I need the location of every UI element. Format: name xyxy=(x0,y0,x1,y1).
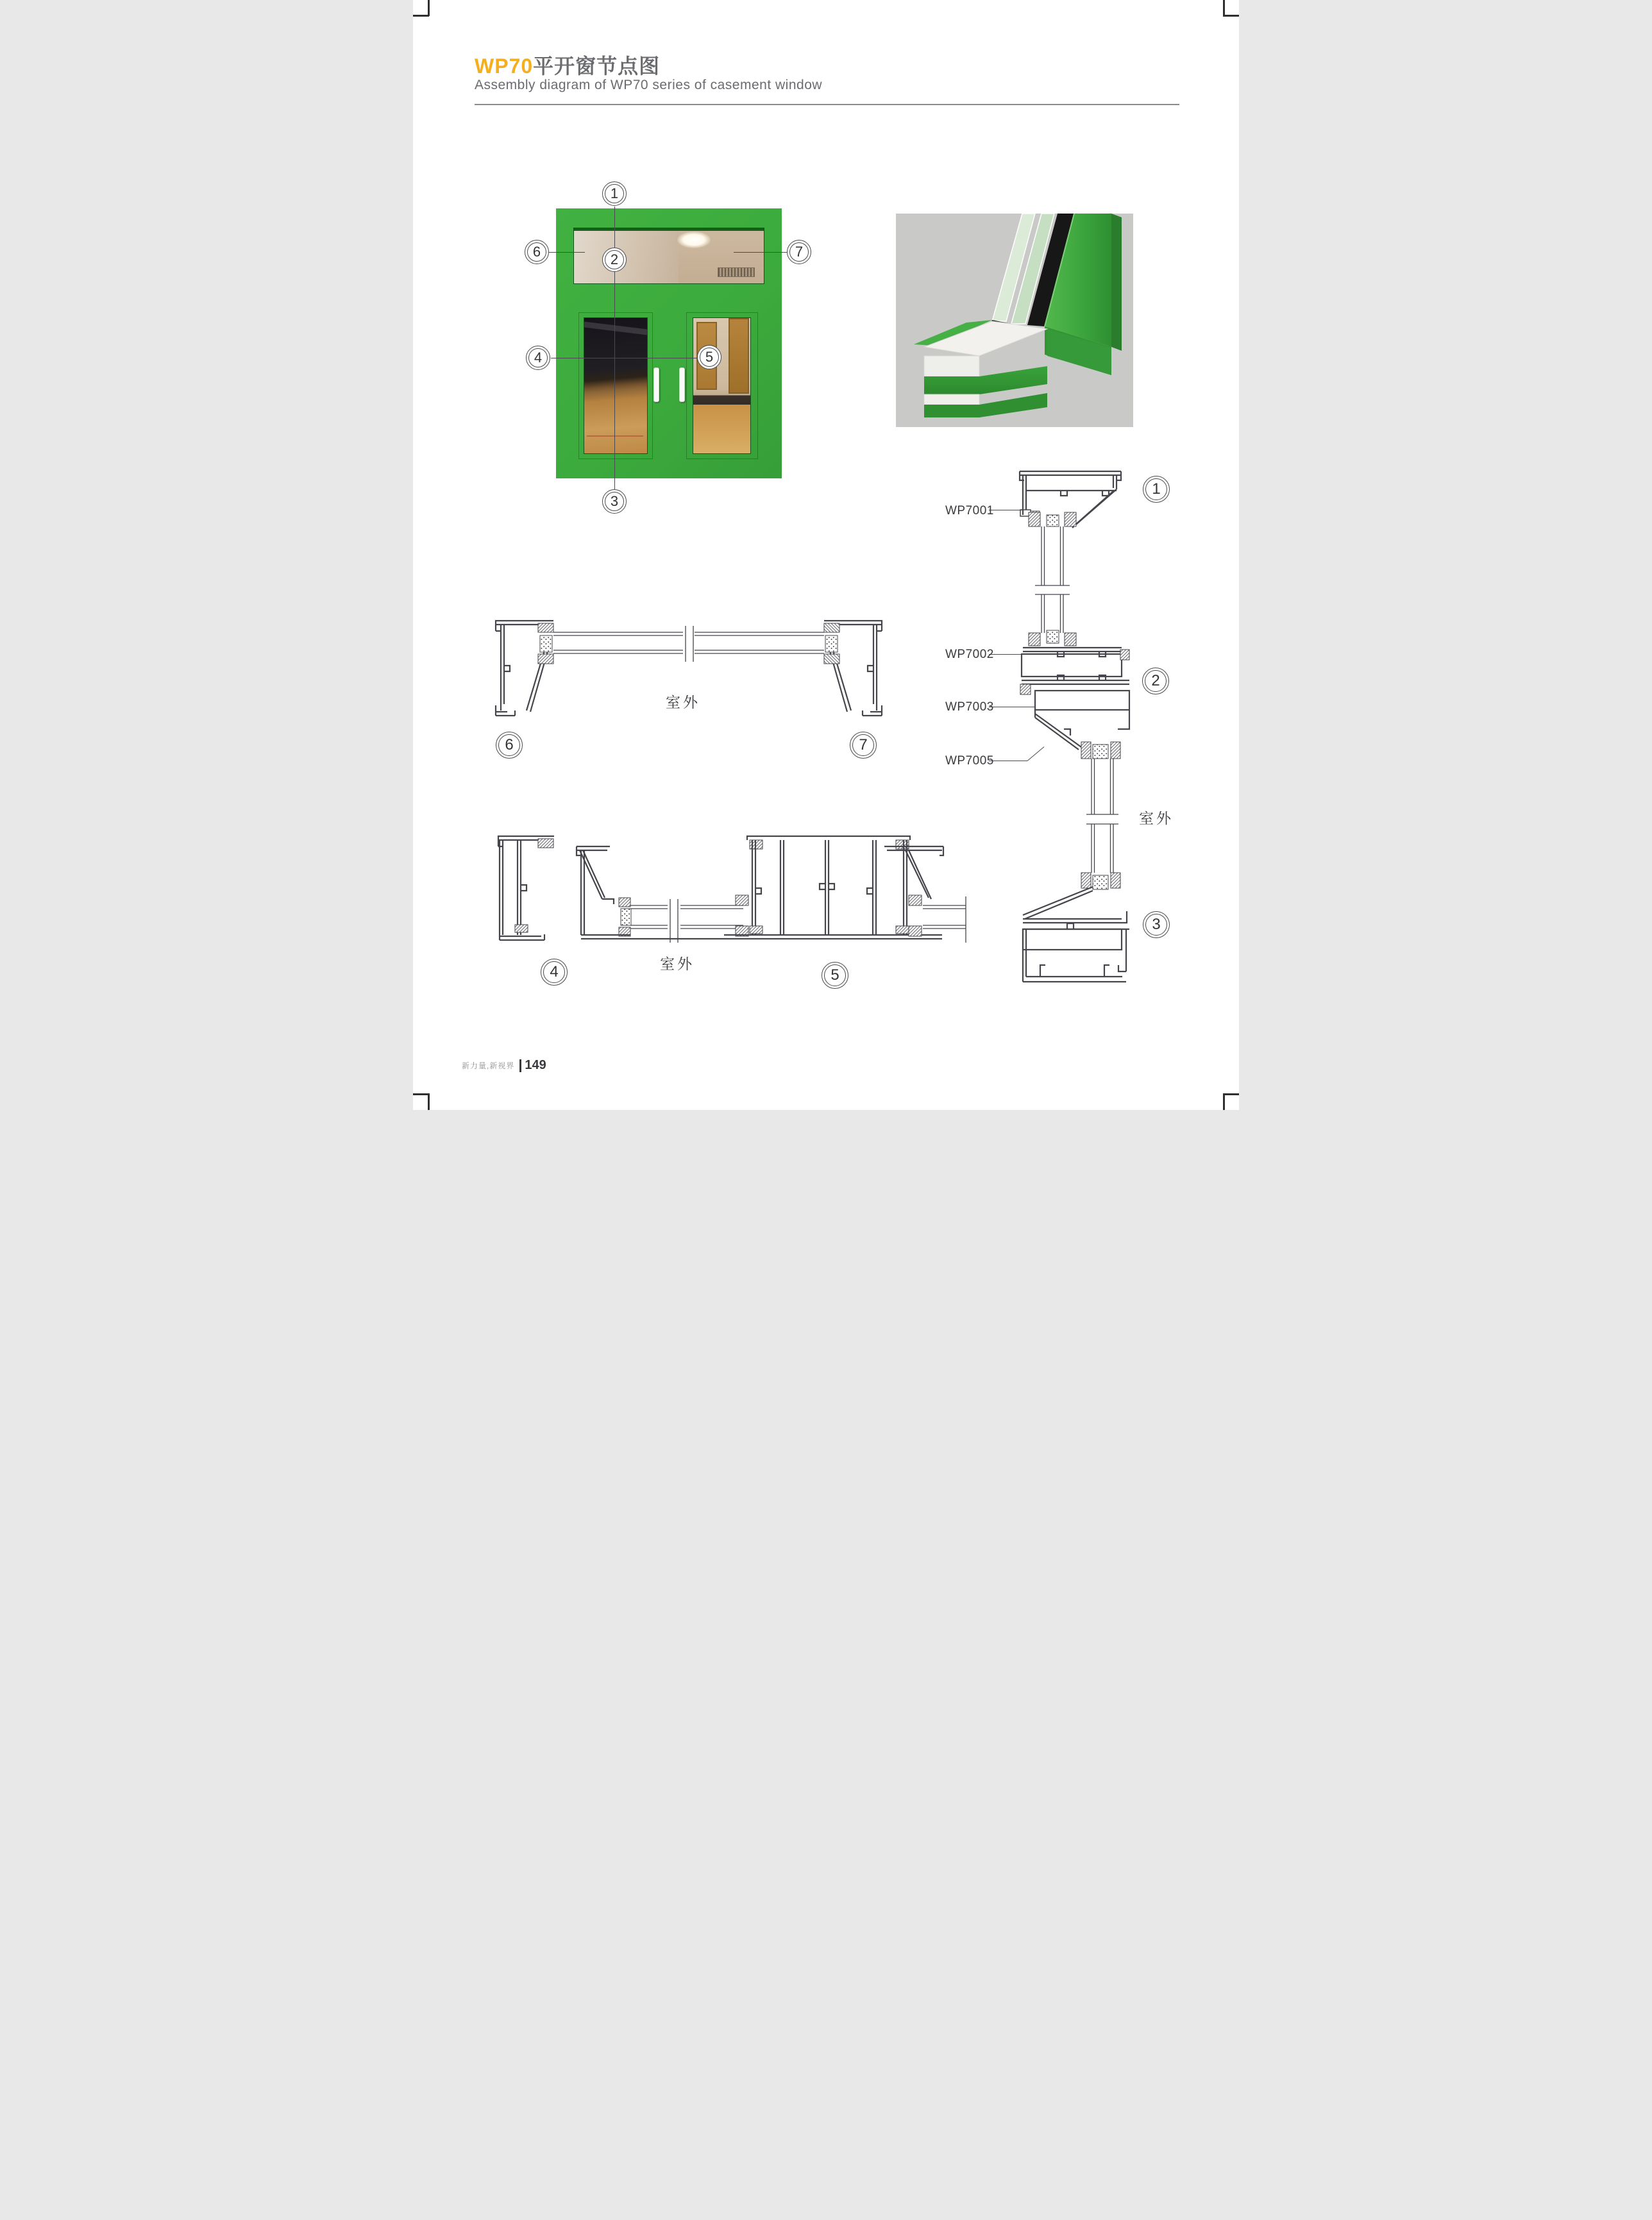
section-callout-7: 7 xyxy=(850,732,877,759)
footer-slogan: 新力量,新视界 xyxy=(462,1061,515,1070)
section-callout-5: 5 xyxy=(822,962,848,989)
vertical-callout-1: 1 xyxy=(1143,476,1170,503)
label-wp7002: WP7002 xyxy=(945,648,994,661)
page-number: 149 xyxy=(525,1058,546,1072)
page-subtitle: Assembly diagram of WP70 series of casement window xyxy=(475,78,823,92)
callout-line-7 xyxy=(734,252,787,253)
callout-7: 7 xyxy=(787,240,811,264)
page-title-cn: 平开窗节点图 xyxy=(533,55,661,78)
label-wp7001: WP7001 xyxy=(945,504,994,517)
window-handle-left xyxy=(653,367,659,402)
left-sash-glass xyxy=(584,317,648,454)
callout-3: 3 xyxy=(602,489,627,514)
callout-2: 2 xyxy=(602,248,627,272)
callout-6: 6 xyxy=(525,240,549,264)
crop-mark-tr-v xyxy=(1223,0,1225,16)
catalog-page xyxy=(413,0,1239,1110)
callout-line-2-3 xyxy=(614,272,615,490)
section-drawing-fixed-frame xyxy=(493,609,884,769)
section-callout-4: 4 xyxy=(541,959,568,986)
page-title xyxy=(475,50,660,80)
section-callout-6: 6 xyxy=(496,732,523,759)
callout-5: 5 xyxy=(697,345,721,369)
interior-wall xyxy=(574,228,678,283)
outdoor-label-vertical: 室外 xyxy=(1139,810,1174,827)
crop-mark-tr-h xyxy=(1223,15,1239,17)
crop-mark-bl-v xyxy=(428,1093,430,1110)
label-wp7005: WP7005 xyxy=(945,754,994,768)
crop-mark-br-v xyxy=(1223,1093,1225,1110)
page-footer xyxy=(462,1058,546,1073)
glass-reflection xyxy=(584,321,648,337)
crop-mark-tl-v xyxy=(428,0,430,16)
profile-3d-render xyxy=(896,214,1133,427)
window-handle-right xyxy=(679,367,685,402)
air-vent xyxy=(718,267,755,277)
outdoor-label-sash: 室外 xyxy=(660,955,695,972)
label-wp7003: WP7003 xyxy=(945,700,994,714)
section-drawing-vertical xyxy=(939,465,1171,997)
casement-window-illustration xyxy=(556,208,782,478)
callout-1: 1 xyxy=(602,181,627,206)
callout-4: 4 xyxy=(526,346,550,370)
page-title-series: WP70 xyxy=(475,55,534,78)
right-sash-glass xyxy=(693,317,751,454)
callout-line-1-2 xyxy=(614,206,615,248)
crop-mark-tl-h xyxy=(413,15,429,17)
outdoor-label-fixed: 室外 xyxy=(666,694,700,711)
transom-top-edge xyxy=(574,228,764,231)
header-divider xyxy=(475,104,1179,105)
vertical-callout-3: 3 xyxy=(1143,911,1170,938)
vertical-callout-2: 2 xyxy=(1142,668,1169,694)
footer-divider xyxy=(519,1059,521,1072)
interior-door xyxy=(729,318,749,394)
callout-line-6 xyxy=(549,252,585,253)
crop-mark-bl-h xyxy=(413,1093,429,1095)
floor-detail xyxy=(587,435,643,437)
crop-mark-br-h xyxy=(1223,1093,1239,1095)
